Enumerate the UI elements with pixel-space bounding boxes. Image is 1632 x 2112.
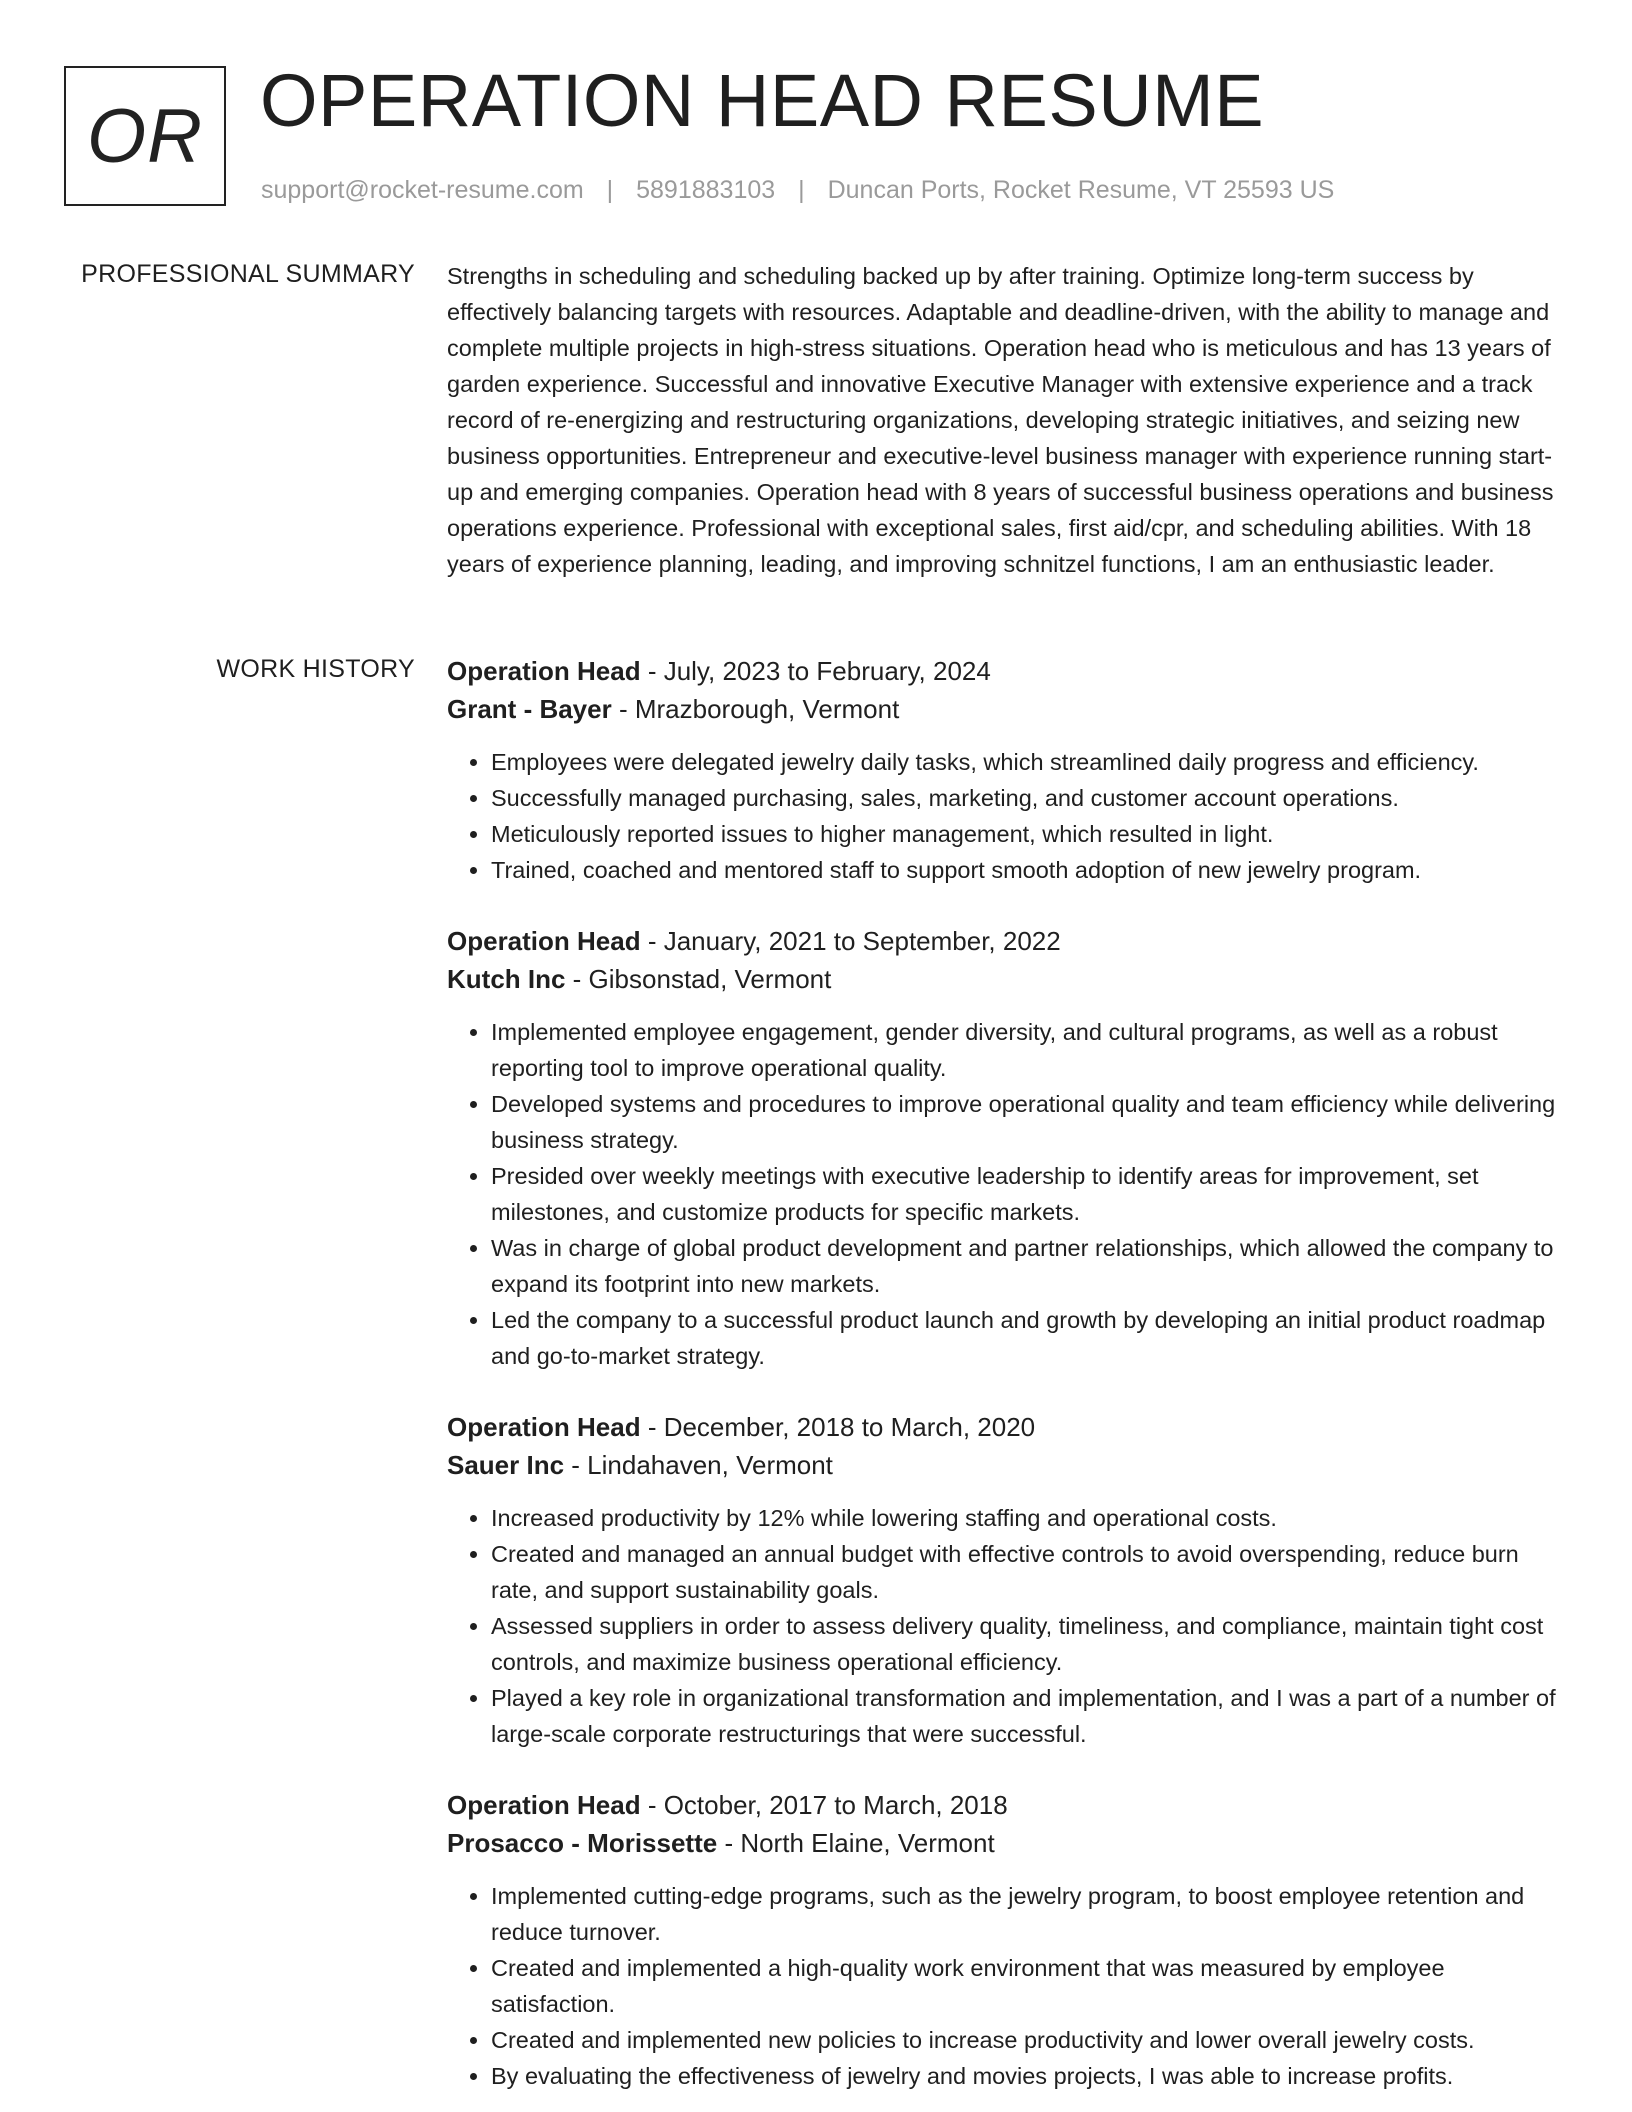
job-bullet: • Was in charge of global product development and partner relationships, which allowed the company to expand its footprint into new markets. bbox=[491, 1230, 1557, 1302]
job-bullet: • Assessed suppliers in order to assess delivery quality, timeliness, and compliance, maintain tight cost controls, and maximize business operational efficiency. bbox=[491, 1608, 1557, 1680]
job-company-line bbox=[447, 1446, 1557, 1484]
job-title-line bbox=[447, 1408, 1557, 1446]
job-company: Sauer Inc bbox=[447, 1450, 565, 1480]
job-entry bbox=[447, 1408, 1557, 1752]
monogram-logo: OR bbox=[64, 66, 226, 206]
section-label-work-history: WORK HISTORY bbox=[216, 655, 415, 683]
contact-separator: | bbox=[798, 176, 805, 204]
job-bullet: • Presided over weekly meetings with executive leadership to identify areas for improvement, set milestones, and customize products for specific markets. bbox=[491, 1158, 1557, 1230]
job-dates: - July, 2023 to February, 2024 bbox=[640, 656, 991, 686]
job-location: - Mrazborough, Vermont bbox=[611, 694, 900, 724]
job-bullet: • Played a key role in organizational transformation and implementation, and I was a part of a number of large-scale corporate restructurings that were successful. bbox=[491, 1680, 1557, 1752]
job-bullet: • Implemented cutting-edge programs, such as the jewelry program, to boost employee retention and reduce turnover. bbox=[491, 1878, 1557, 1950]
job-title-line bbox=[447, 922, 1557, 960]
job-entry bbox=[447, 922, 1557, 1374]
job-bullet: • Employees were delegated jewelry daily tasks, which streamlined daily progress and efficiency. bbox=[491, 744, 1557, 780]
job-company-line bbox=[447, 690, 1557, 728]
job-company-line bbox=[447, 1824, 1557, 1862]
job-dates: - October, 2017 to March, 2018 bbox=[640, 1790, 1008, 1820]
contact-separator: | bbox=[606, 176, 614, 204]
job-bullet: • Increased productivity by 12% while lowering staffing and operational costs. bbox=[491, 1500, 1557, 1536]
job-bullet: • Created and managed an annual budget with effective controls to avoid overspending, reduce burn rate, and support sustainability goals. bbox=[491, 1536, 1557, 1608]
job-title: Operation Head bbox=[447, 1412, 641, 1442]
job-title: Operation Head bbox=[447, 1790, 641, 1820]
job-dates: - January, 2021 to September, 2022 bbox=[640, 926, 1061, 956]
job-location: - Gibsonstad, Vermont bbox=[565, 964, 832, 994]
job-bullet: • Meticulously reported issues to higher management, which resulted in light. bbox=[491, 816, 1557, 852]
job-dates: - December, 2018 to March, 2020 bbox=[640, 1412, 1036, 1442]
job-bullet: • By evaluating the effectiveness of jewelry and movies projects, I was able to increase profits. bbox=[491, 2058, 1557, 2094]
job-title: Operation Head bbox=[447, 656, 641, 686]
job-bullet: • Trained, coached and mentored staff to support smooth adoption of new jewelry program. bbox=[491, 852, 1557, 888]
job-bullet: • Successfully managed purchasing, sales, marketing, and customer account operations. bbox=[491, 780, 1557, 816]
page-title: OPERATION HEAD RESUME bbox=[260, 59, 1265, 142]
job-bullet-list bbox=[447, 1500, 1557, 1752]
contact-email: support@rocket-resume.com bbox=[261, 176, 584, 204]
summary-text: Strengths in scheduling and scheduling backed up by after training. Optimize long-term success by effectively balancing targets with resources. Adaptable and deadline-driven, with the ability to manage and complete multiple projects in high-stress situations. Operation head who is meticulous and has 13 years of garden experience. Successful and innovative Executive Manager with extensive experience and a track record of re-energizing and restructuring organizations, developing strategic initiatives, and seizing new business opportunities. Entrepreneur and executive-level business manager with experience running start-up and emerging companies. Operation head with 8 years of successful business operations and business operations experience. Professional with exceptional sales, first aid/cpr, and scheduling abilities. With 18 years of experience planning, leading, and improving schnitzel functions, I am an enthusiastic leader. bbox=[447, 263, 1554, 577]
job-title-line bbox=[447, 652, 1557, 690]
job-company: Kutch Inc bbox=[447, 964, 566, 994]
job-bullet-list bbox=[447, 1878, 1557, 2094]
job-company-line bbox=[447, 960, 1557, 998]
job-bullet: • Implemented employee engagement, gender diversity, and cultural programs, as well as a robust reporting tool to improve operational quality. bbox=[491, 1014, 1557, 1086]
job-entry bbox=[447, 1786, 1557, 2094]
job-title-line bbox=[447, 1786, 1557, 1824]
job-company: Grant - Bayer bbox=[447, 694, 612, 724]
job-bullet: • Created and implemented a high-quality work environment that was measured by employee satisfaction. bbox=[491, 1950, 1557, 2022]
job-location: - Lindahaven, Vermont bbox=[564, 1450, 833, 1480]
job-company: Prosacco - Morissette bbox=[447, 1828, 718, 1858]
job-title: Operation Head bbox=[447, 926, 641, 956]
job-bullet-list bbox=[447, 744, 1557, 888]
job-entry bbox=[447, 652, 1557, 888]
job-bullet: • Developed systems and procedures to improve operational quality and team efficiency while delivering business strategy. bbox=[491, 1086, 1557, 1158]
section-label-summary: PROFESSIONAL SUMMARY bbox=[81, 260, 415, 288]
contact-line bbox=[261, 176, 1334, 205]
contact-address: Duncan Ports, Rocket Resume, VT 25593 US bbox=[827, 176, 1335, 204]
job-location: - North Elaine, Vermont bbox=[717, 1828, 995, 1858]
job-bullet-list bbox=[447, 1014, 1557, 1374]
job-bullet: • Created and implemented new policies to increase productivity and lower overall jewelry costs. bbox=[491, 2022, 1557, 2058]
contact-phone: 5891883103 bbox=[636, 176, 776, 204]
job-bullet: • Led the company to a successful product launch and growth by developing an initial product roadmap and go-to-market strategy. bbox=[491, 1302, 1557, 1374]
